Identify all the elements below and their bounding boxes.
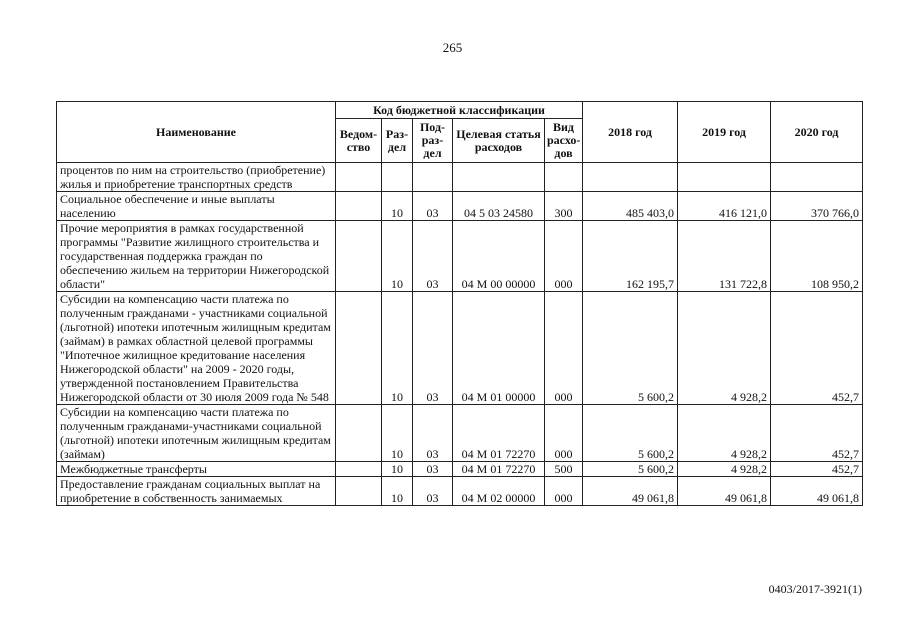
row-2018: 49 061,8 (583, 477, 678, 506)
row-2020: 452,7 (771, 462, 863, 477)
table-row (57, 192, 863, 221)
row-2018: 5 600,2 (583, 405, 678, 462)
table-row (57, 477, 863, 506)
table-row (57, 221, 863, 292)
row-name: Субсидии на компенсацию части платежа по полученным гражданами - участниками социальной (льготной) ипотеки ипотечным жилищным кредитам (займам) в рамках областной целевой программы "Ипотечное жилищное кредитование населения Нижегородской области" на 2009 - 2020 годы, утвержденной постановлением Правительства Нижегородской области от 30 июля 2009 года № 548 (57, 292, 336, 405)
row-2018: 162 195,7 (583, 221, 678, 292)
header-department: Ведом-ство (336, 119, 382, 163)
row-target-item (453, 163, 545, 192)
row-department (336, 163, 382, 192)
budget-table (56, 101, 863, 506)
header-section: Раз-дел (382, 119, 413, 163)
row-target-item: 04 5 03 24580 (453, 192, 545, 221)
header-year-2018: 2018 год (583, 102, 678, 163)
row-2020: 452,7 (771, 292, 863, 405)
row-name: Прочие мероприятия в рамках государственной программы "Развитие жилищного строительства и государственная поддержка граждан по обеспечению жильем на территории Нижегородской области" (57, 221, 336, 292)
table-row (57, 292, 863, 405)
row-2020: 108 950,2 (771, 221, 863, 292)
header-budget-code: Код бюджетной классификации (336, 102, 583, 119)
row-2018: 485 403,0 (583, 192, 678, 221)
row-2019 (678, 163, 771, 192)
header-target-item: Целевая статья расходов (453, 119, 545, 163)
row-section: 10 (382, 292, 413, 405)
row-section: 10 (382, 462, 413, 477)
header-row-top (57, 102, 863, 119)
row-expense-type: 000 (545, 477, 583, 506)
table-row (57, 405, 863, 462)
row-section (382, 163, 413, 192)
row-2019: 4 928,2 (678, 405, 771, 462)
row-section: 10 (382, 192, 413, 221)
row-2020: 452,7 (771, 405, 863, 462)
header-name: Наименование (57, 102, 336, 163)
row-target-item: 04 М 01 72270 (453, 405, 545, 462)
page-number: 265 (442, 40, 463, 55)
row-department (336, 192, 382, 221)
row-2019: 4 928,2 (678, 462, 771, 477)
row-subsection: 03 (413, 292, 453, 405)
row-section: 10 (382, 477, 413, 506)
row-subsection: 03 (413, 477, 453, 506)
row-expense-type: 300 (545, 192, 583, 221)
row-department (336, 462, 382, 477)
row-section: 10 (382, 405, 413, 462)
row-name: Межбюджетные трансферты (57, 462, 336, 477)
row-target-item: 04 М 02 00000 (453, 477, 545, 506)
row-2019: 4 928,2 (678, 292, 771, 405)
row-2019: 131 722,8 (678, 221, 771, 292)
row-subsection: 03 (413, 462, 453, 477)
row-2020: 49 061,8 (771, 477, 863, 506)
row-department (336, 292, 382, 405)
row-2020 (771, 163, 863, 192)
row-department (336, 405, 382, 462)
row-name: процентов по ним на строительство (приобретение) жилья и приобретение транспортных средств (57, 163, 336, 192)
header-subsection: Под-раз-дел (413, 119, 453, 163)
row-2019: 49 061,8 (678, 477, 771, 506)
table-row (57, 462, 863, 477)
row-2018: 5 600,2 (583, 462, 678, 477)
row-expense-type: 000 (545, 221, 583, 292)
row-2018 (583, 163, 678, 192)
row-subsection: 03 (413, 405, 453, 462)
row-subsection (413, 163, 453, 192)
row-target-item: 04 М 00 00000 (453, 221, 545, 292)
row-subsection: 03 (413, 192, 453, 221)
row-expense-type: 500 (545, 462, 583, 477)
header-expense-type: Вид расхо-дов (545, 119, 583, 163)
row-2020: 370 766,0 (771, 192, 863, 221)
row-name: Субсидии на компенсацию части платежа по полученным гражданами-участниками социальной (льготной) ипотеки ипотечным жилищным кредитам (займам) (57, 405, 336, 462)
row-name: Социальное обеспечение и иные выплаты населению (57, 192, 336, 221)
header-year-2019: 2019 год (678, 102, 771, 163)
row-subsection: 03 (413, 221, 453, 292)
row-expense-type: 000 (545, 405, 583, 462)
row-department (336, 477, 382, 506)
table-row (57, 163, 863, 192)
row-target-item: 04 М 01 00000 (453, 292, 545, 405)
row-department (336, 221, 382, 292)
header-year-2020: 2020 год (771, 102, 863, 163)
document-code: 0403/2017-3921(1) (768, 582, 862, 596)
row-2019: 416 121,0 (678, 192, 771, 221)
row-expense-type (545, 163, 583, 192)
row-target-item: 04 М 01 72270 (453, 462, 545, 477)
row-section: 10 (382, 221, 413, 292)
row-expense-type: 000 (545, 292, 583, 405)
row-2018: 5 600,2 (583, 292, 678, 405)
row-name: Предоставление гражданам социальных выплат на приобретение в собственность занимаемых (57, 477, 336, 506)
